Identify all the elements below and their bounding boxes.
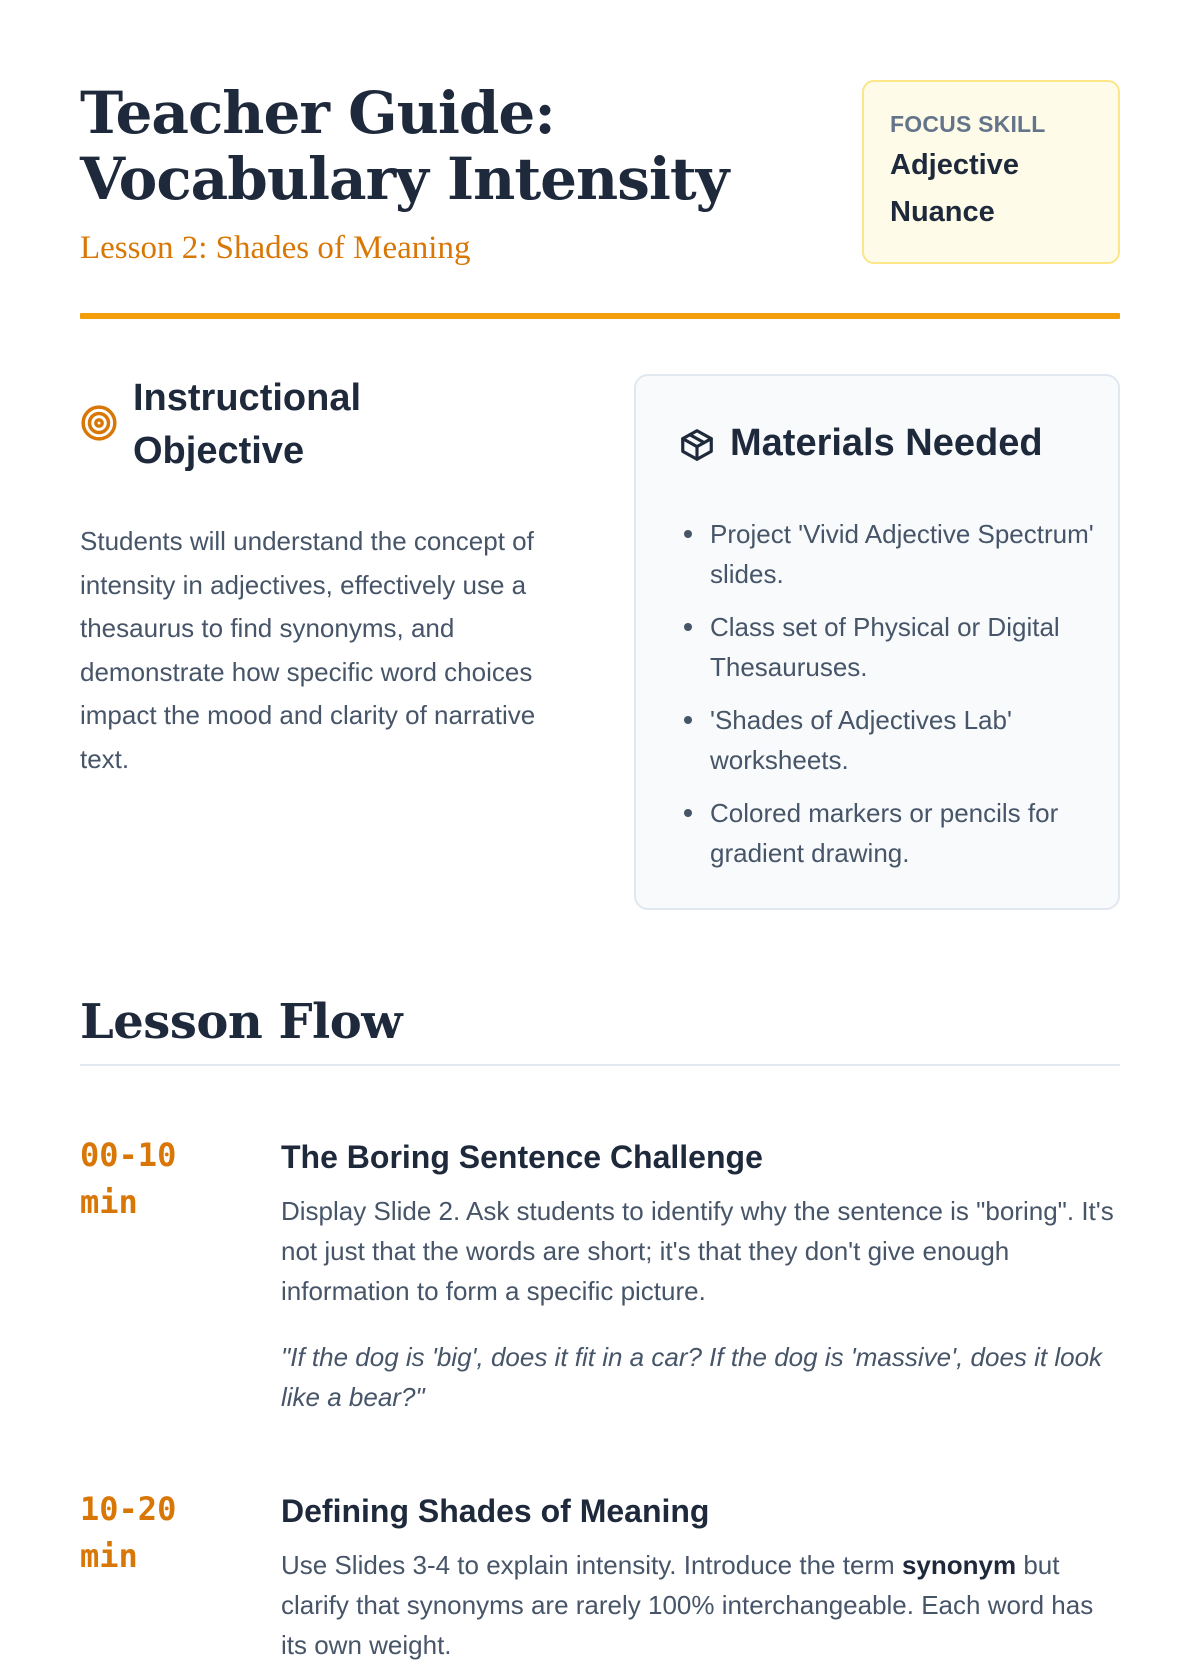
step-description-suffix: but clarify that synonyms are rarely 100% interchangeable. Each word has its own weight.: [281, 1550, 1094, 1660]
lesson-flow-heading: Lesson Flow: [80, 994, 403, 1050]
step-time: 00-10 min: [80, 1136, 177, 1221]
step-quote: "If the dog is 'big', does it fit in a car? If the dog is 'massive', does it look like a bear?": [281, 1342, 1103, 1412]
focus-skill-value-line2: Nuance: [890, 196, 995, 228]
materials-card: [634, 374, 1120, 910]
materials-list-item: [678, 793, 1098, 873]
materials-item-text: 'Shades of Adjectives Lab' worksheets.: [710, 705, 1012, 775]
bullet-icon: [684, 809, 692, 817]
guide-header: [80, 80, 1120, 320]
step-body: [281, 1132, 1120, 1417]
step-title: Defining Shades of Meaning: [281, 1493, 710, 1529]
materials-item-text: Project 'Vivid Adjective Spectrum' slides.: [710, 519, 1094, 589]
materials-list: [678, 514, 1098, 886]
materials-list-item: [678, 700, 1098, 780]
header-divider: [80, 313, 1120, 319]
bullet-icon: [684, 530, 692, 538]
lesson-flow-divider: [80, 1064, 1120, 1066]
step-description-term: synonym: [901, 1550, 1017, 1580]
step-description-prefix: Use Slides 3-4 to explain intensity. Introduce the term: [281, 1550, 902, 1580]
focus-skill-label: FOCUS SKILL: [890, 111, 1046, 137]
bullet-icon: [684, 623, 692, 631]
target-icon: [80, 404, 118, 442]
objective-text: Students will understand the concept of intensity in adjectives, effectively use a thesaurus to find synonyms, and demonstrate how specific word choices impact the mood and clarity of narrative text.: [80, 526, 536, 774]
materials-item-text: Class set of Physical or Digital Thesauruses.: [710, 612, 1060, 682]
materials-list-item: [678, 607, 1098, 687]
materials-item-text: Colored markers or pencils for gradient drawing.: [710, 798, 1059, 868]
materials-title: Materials Needed: [730, 422, 1043, 464]
lesson-subtitle: Lesson 2: Shades of Meaning: [80, 230, 471, 266]
step-body: [281, 1486, 1120, 1665]
focus-skill-value-line1: Adjective: [890, 149, 1019, 181]
teacher-guide-page: [80, 0, 1120, 1660]
focus-skill-card: [862, 80, 1120, 264]
step-title: The Boring Sentence Challenge: [281, 1139, 763, 1175]
bullet-icon: [684, 716, 692, 724]
box-icon: [678, 426, 716, 464]
materials-list-item: [678, 514, 1098, 594]
step-time: 10-20 min: [80, 1490, 177, 1575]
step-description: Display Slide 2. Ask students to identify why the sentence is "boring". It's not just that the words are short; it's that they don't give enough information to form a specific picture.: [281, 1196, 1114, 1306]
focus-skill-value: [890, 142, 1092, 236]
step-description: [281, 1545, 1120, 1665]
page-title: Teacher Guide: Vocabulary Intensity: [80, 79, 729, 213]
objective-title: Instructional Objective: [133, 377, 362, 472]
